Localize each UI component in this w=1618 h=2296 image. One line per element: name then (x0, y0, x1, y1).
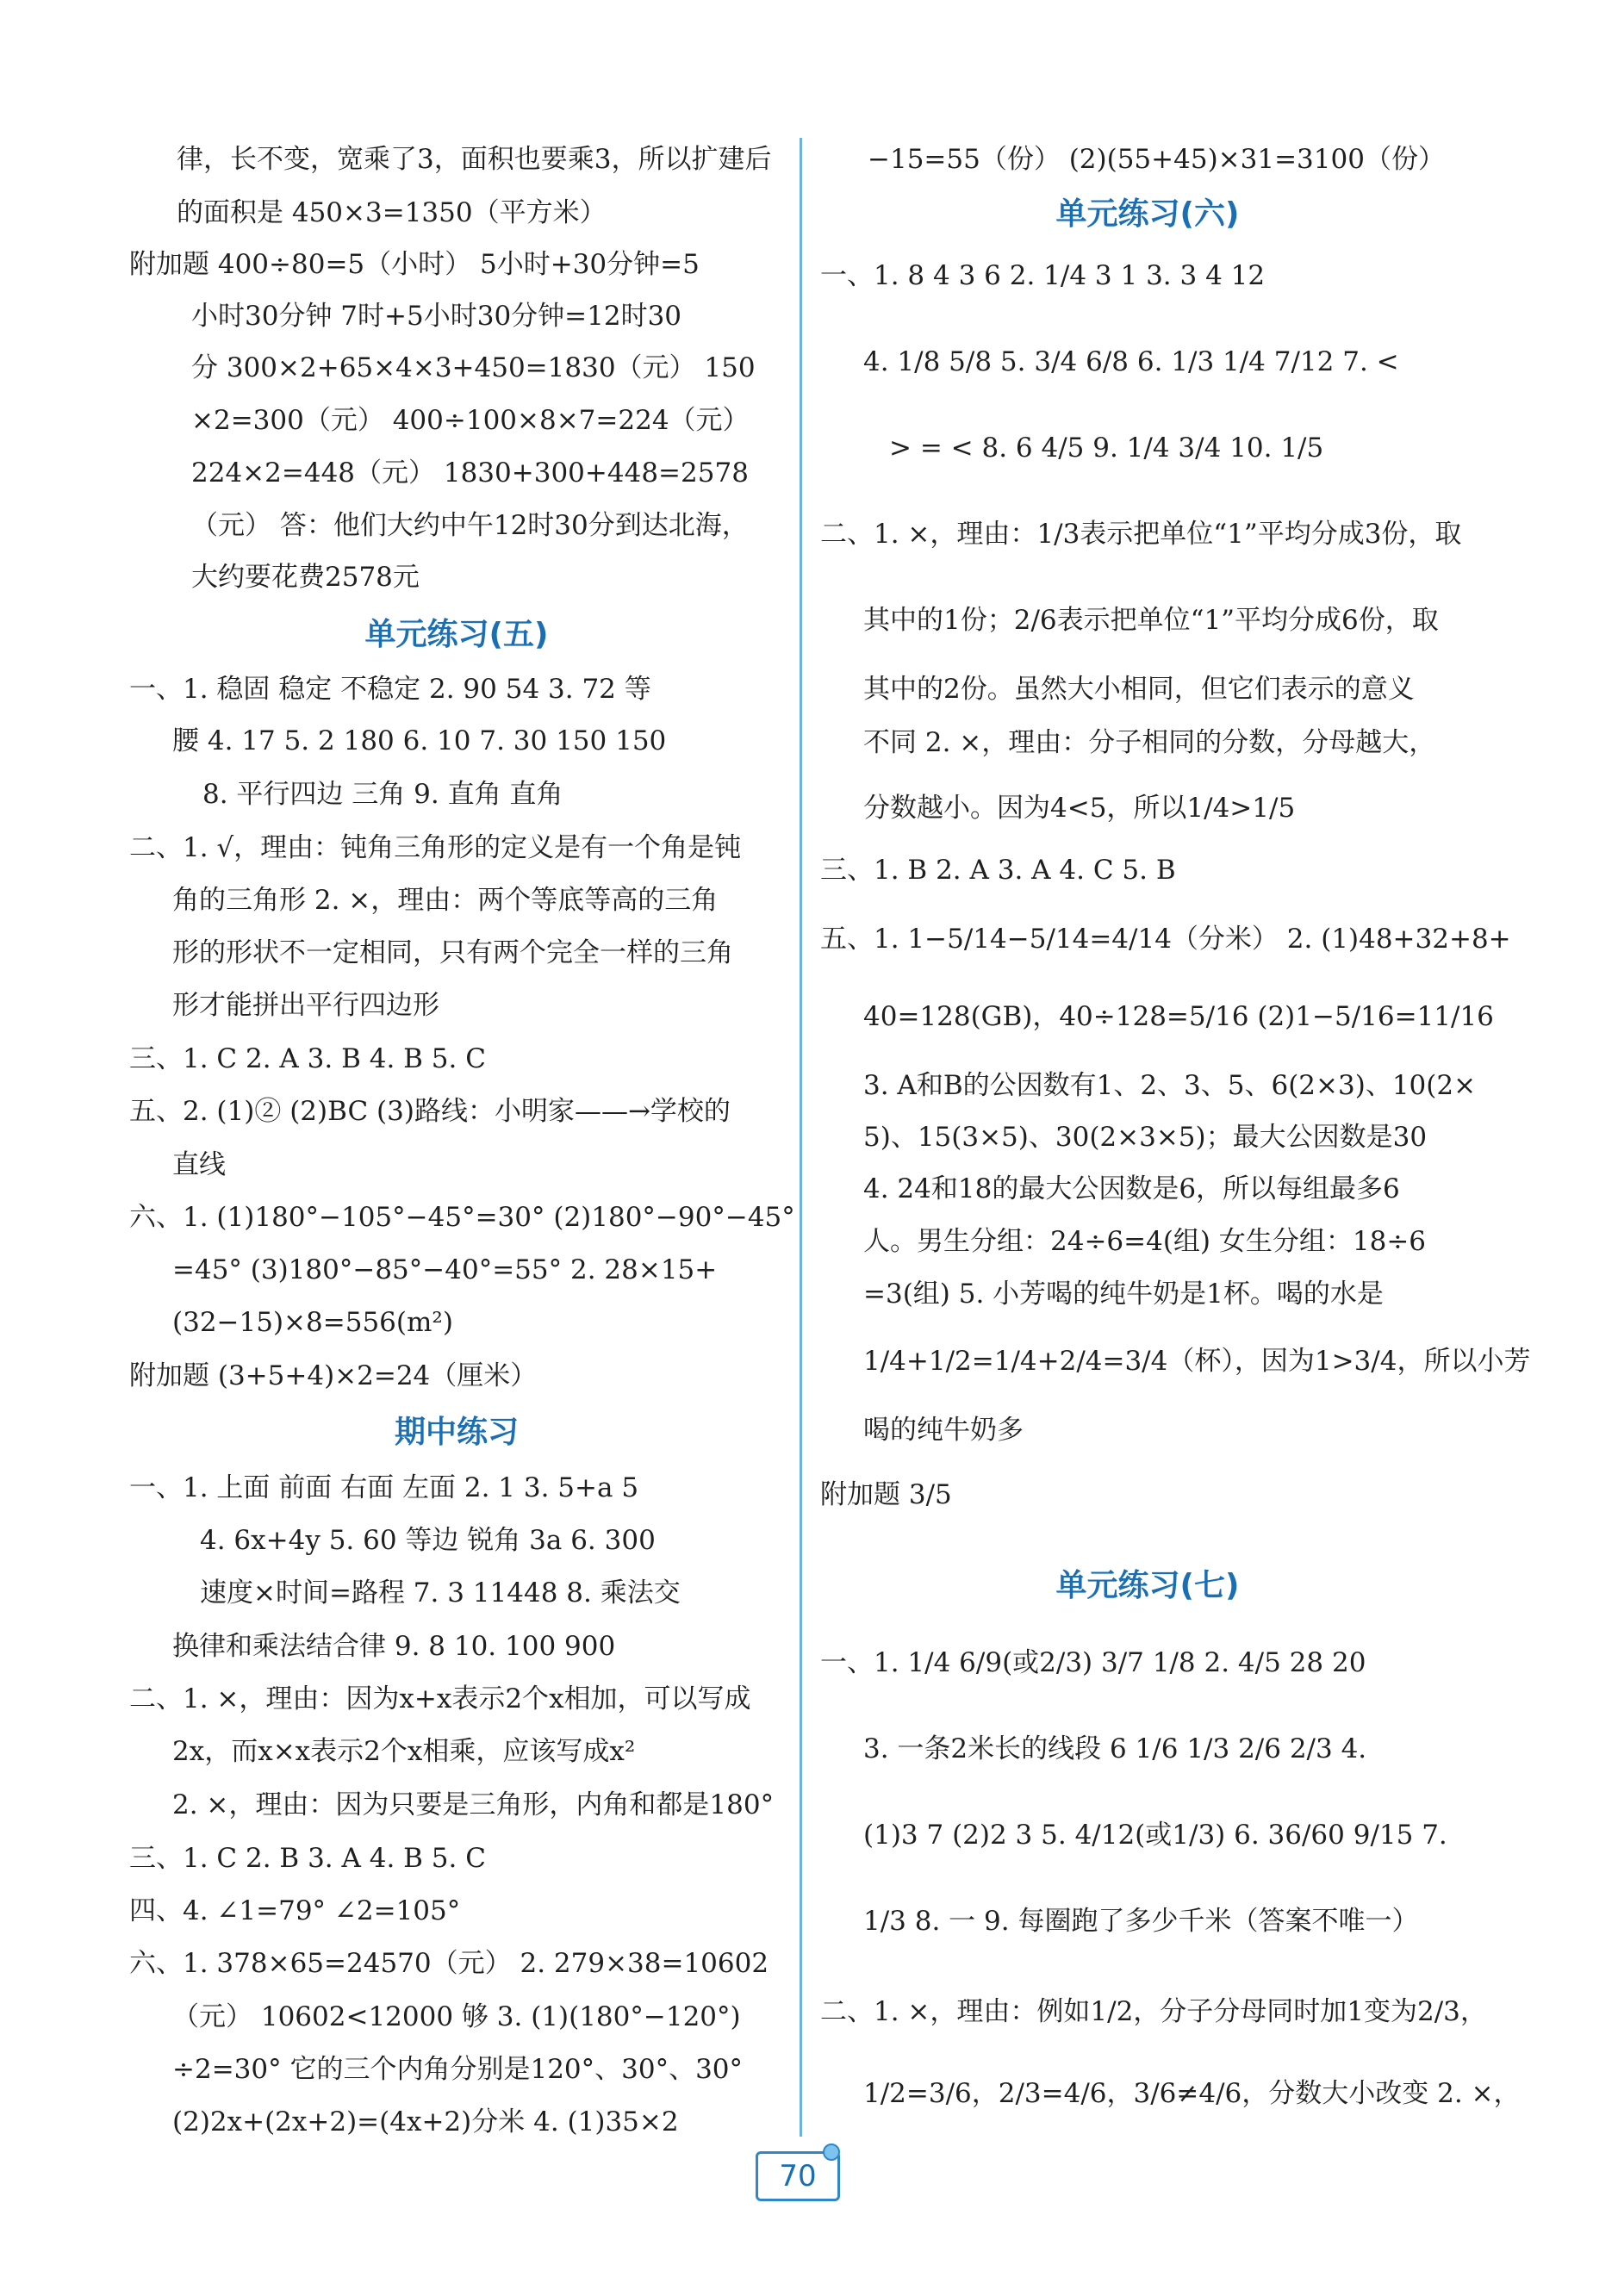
text-line: 1/4+1/2=1/4+2/4=3/4（杯），因为1>3/4，所以小芳 (863, 1346, 1531, 1377)
text-line: ×2=300（元） 400÷100×8×7=224（元） (191, 405, 750, 436)
page-number: 70 (756, 2151, 840, 2201)
text-line: 不同 2. ×，理由：分子相同的分数，分母越大， (863, 727, 1436, 758)
text-line: ÷2=30° 它的三个内角分别是120°、30°、30° (172, 2054, 744, 2085)
text-line: 40=128(GB)，40÷128=5/16 (2)1−5/16=11/16 (863, 1001, 1494, 1032)
text-line: 2. ×，理由：因为只要是三角形，内角和都是180° (172, 1789, 775, 1820)
text-line: =45° (3)180°−85°−40°=55° 2. 28×15+ (172, 1254, 718, 1285)
text-line: 五、2. (1)② (2)BC (3)路线：小明家——→学校的 (129, 1096, 731, 1127)
text-line: 形的形状不一定相同，只有两个完全一样的三角 (172, 937, 733, 968)
text-line: 五、1. 1−5/14−5/14=4/14（分米） 2. (1)48+32+8+ (820, 924, 1511, 955)
text-line: 4. 1/8 5/8 5. 3/4 6/8 6. 1/3 1/4 7/12 7. < (863, 346, 1399, 377)
text-line: 附加题 3/5 (820, 1479, 952, 1510)
text-line: 形才能拼出平行四边形 (172, 990, 439, 1021)
text-line: 2x，而x×x表示2个x相乘，应该写成x² (172, 1736, 636, 1767)
text-line: 喝的纯牛奶多 (863, 1415, 1024, 1446)
text-line: 分 300×2+65×4×3+450=1830（元） 150 (191, 352, 756, 383)
text-line: 5)、15(3×5)、30(2×3×5)；最大公因数是30 (863, 1122, 1428, 1153)
text-line: 分数越小。因为4<5，所以1/4>1/5 (863, 793, 1296, 824)
text-line: 其中的2份。虽然大小相同，但它们表示的意义 (863, 674, 1415, 705)
text-line: 二、1. ×，理由：因为x+x表示2个x相加，可以写成 (129, 1683, 751, 1714)
section-heading: 单元练习(五) (364, 617, 549, 652)
section-heading: 单元练习(七) (1055, 1568, 1240, 1603)
section-heading: 期中练习 (394, 1415, 519, 1450)
text-line: =3(组) 5. 小芳喝的纯牛奶是1杯。喝的水是 (863, 1279, 1384, 1310)
text-line: 六、1. 378×65=24570（元） 2. 279×38=10602 (129, 1948, 769, 1979)
text-line: 小时30分钟 7时+5小时30分钟=12时30 (191, 301, 682, 332)
text-line: (32−15)×8=556(m²) (172, 1307, 453, 1338)
text-line: 一、1. 稳固 稳定 不稳定 2. 90 54 3. 72 等 (129, 674, 651, 705)
text-line: 附加题 400÷80=5（小时） 5小时+30分钟=5 (129, 249, 700, 280)
text-line: 一、1. 1/4 6/9(或2/3) 3/7 1/8 2. 4/5 28 20 (820, 1647, 1366, 1678)
text-line: 四、4. ∠1=79° ∠2=105° (129, 1895, 461, 1926)
column-divider (800, 138, 802, 2137)
text-line: 3. A和B的公因数有1、2、3、5、6(2×3)、10(2× (863, 1070, 1477, 1101)
text-line: 人。男生分组：24÷6=4(组) 女生分组：18÷6 (863, 1226, 1427, 1257)
text-line: 一、1. 上面 前面 右面 左面 2. 1 3. 5+a 5 (129, 1472, 639, 1503)
text-line: 大约要花费2578元 (191, 562, 420, 593)
text-line: 三、1. B 2. A 3. A 4. C 5. B (820, 855, 1176, 886)
decorative-dot-icon (823, 2144, 840, 2161)
text-line: 8. 平行四边 三角 9. 直角 直角 (202, 779, 563, 810)
text-line: 律，长不变，宽乘了3，面积也要乘3，所以扩建后 (177, 144, 772, 175)
text-line: 二、1. ×，理由：1/3表示把单位“1”平均分成3份，取 (820, 519, 1462, 550)
text-line: −15=55（份） (2)(55+45)×31=3100（份） (868, 144, 1445, 175)
text-line: （元） 10602<12000 够 3. (1)(180°−120°) (172, 2001, 741, 2032)
text-line: 三、1. C 2. B 3. A 4. B 5. C (129, 1843, 486, 1874)
text-line: 附加题 (3+5+4)×2=24（厘米） (129, 1360, 538, 1391)
text-line: 1/2=3/6，2/3=4/6，3/6≠4/6，分数大小改变 2. ×， (863, 2078, 1521, 2109)
text-line: 一、1. 8 4 3 6 2. 1/4 3 1 3. 3 4 12 (820, 260, 1266, 291)
text-line: 换律和乘法结合律 9. 8 10. 100 900 (172, 1631, 616, 1662)
text-line: 直线 (172, 1149, 226, 1180)
text-line: 224×2=448（元） 1830+300+448=2578 (191, 457, 749, 488)
text-line: 二、1. ×，理由：例如1/2，分子分母同时加1变为2/3， (820, 1996, 1487, 2027)
text-line: 六、1. (1)180°−105°−45°=30° (2)180°−90°−45° (129, 1202, 795, 1233)
text-line: 4. 6x+4y 5. 60 等边 锐角 3a 6. 300 (200, 1525, 656, 1556)
text-line: (2)2x+(2x+2)=(4x+2)分米 4. (1)35×2 (172, 2106, 679, 2137)
text-line: 1/3 8. 一 9. 每圈跑了多少千米（答案不唯一） (863, 1906, 1419, 1937)
text-line: (1)3 7 (2)2 3 5. 4/12(或1/3) 6. 36/60 9/15 7. (863, 1820, 1447, 1851)
text-line: 角的三角形 2. ×，理由：两个等底等高的三角 (172, 885, 719, 916)
text-line: 的面积是 450×3=1350（平方米） (177, 197, 607, 228)
section-heading: 单元练习(六) (1055, 196, 1240, 232)
text-line: > = < 8. 6 4/5 9. 1/4 3/4 10. 1/5 (889, 432, 1324, 464)
text-line: 腰 4. 17 5. 2 180 6. 10 7. 30 150 150 (172, 725, 667, 756)
text-line: 3. 一条2米长的线段 6 1/6 1/3 2/6 2/3 4. (863, 1733, 1367, 1764)
text-line: 速度×时间=路程 7. 3 11448 8. 乘法交 (200, 1577, 681, 1608)
text-line: 4. 24和18的最大公因数是6，所以每组最多6 (863, 1173, 1400, 1204)
text-line: （元） 答：他们大约中午12时30分到达北海， (191, 510, 749, 541)
text-line: 其中的1份；2/6表示把单位“1”平均分成6份，取 (863, 605, 1439, 636)
text-line: 三、1. C 2. A 3. B 4. B 5. C (129, 1043, 486, 1074)
text-line: 二、1. √，理由：钝角三角形的定义是有一个角是钝 (129, 832, 742, 863)
